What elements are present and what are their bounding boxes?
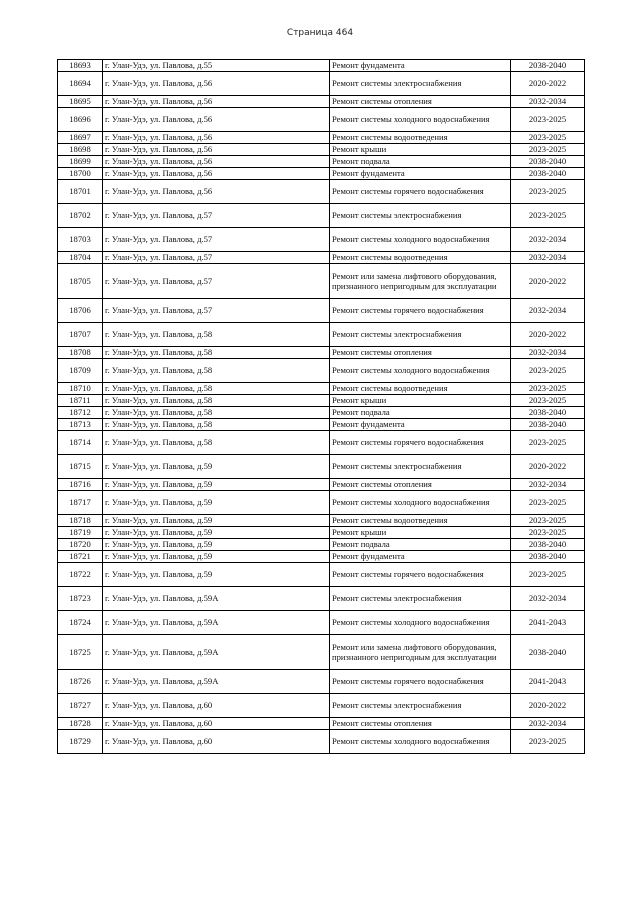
address-cell: г. Улан-Удэ, ул. Павлова, д.55 bbox=[103, 60, 330, 72]
work-type-cell: Ремонт подвала bbox=[330, 539, 511, 551]
period-cell: 2023-2025 bbox=[511, 730, 585, 754]
period-cell: 2032-2034 bbox=[511, 299, 585, 323]
work-type-cell: Ремонт фундамента bbox=[330, 60, 511, 72]
work-type-cell: Ремонт системы водоотведения bbox=[330, 383, 511, 395]
table-row bbox=[58, 730, 585, 754]
work-type-cell: Ремонт системы горячего водоснабжения bbox=[330, 563, 511, 587]
period-cell: 2032-2034 bbox=[511, 347, 585, 359]
address-cell: г. Улан-Удэ, ул. Павлова, д.59 bbox=[103, 551, 330, 563]
table-row bbox=[58, 515, 585, 527]
work-type-cell: Ремонт системы электроснабжения bbox=[330, 204, 511, 228]
period-cell: 2023-2025 bbox=[511, 491, 585, 515]
row-number-cell: 18693 bbox=[58, 60, 103, 72]
row-number-cell: 18719 bbox=[58, 527, 103, 539]
address-cell: г. Улан-Удэ, ул. Павлова, д.59 bbox=[103, 515, 330, 527]
period-cell: 2023-2025 bbox=[511, 144, 585, 156]
row-number-cell: 18694 bbox=[58, 72, 103, 96]
work-type-cell: Ремонт системы холодного водоснабжения bbox=[330, 611, 511, 635]
work-type-cell: Ремонт или замена лифтового оборудования, признанного непригодным для эксплуатации bbox=[330, 635, 511, 670]
work-type-cell: Ремонт системы водоотведения bbox=[330, 252, 511, 264]
period-cell: 2032-2034 bbox=[511, 479, 585, 491]
period-cell: 2032-2034 bbox=[511, 718, 585, 730]
address-cell: г. Улан-Удэ, ул. Павлова, д.59 bbox=[103, 455, 330, 479]
address-cell: г. Улан-Удэ, ул. Павлова, д.58 bbox=[103, 395, 330, 407]
table-row bbox=[58, 60, 585, 72]
address-cell: г. Улан-Удэ, ул. Павлова, д.60 bbox=[103, 730, 330, 754]
work-type-cell: Ремонт системы холодного водоснабжения bbox=[330, 359, 511, 383]
address-cell: г. Улан-Удэ, ул. Павлова, д.60 bbox=[103, 694, 330, 718]
period-cell: 2023-2025 bbox=[511, 431, 585, 455]
period-cell: 2023-2025 bbox=[511, 204, 585, 228]
period-cell: 2038-2040 bbox=[511, 635, 585, 670]
row-number-cell: 18717 bbox=[58, 491, 103, 515]
work-type-cell: Ремонт системы электроснабжения bbox=[330, 72, 511, 96]
period-cell: 2038-2040 bbox=[511, 168, 585, 180]
table-row bbox=[58, 204, 585, 228]
period-cell: 2023-2025 bbox=[511, 108, 585, 132]
address-cell: г. Улан-Удэ, ул. Павлова, д.58 bbox=[103, 347, 330, 359]
row-number-cell: 18721 bbox=[58, 551, 103, 563]
row-number-cell: 18700 bbox=[58, 168, 103, 180]
row-number-cell: 18696 bbox=[58, 108, 103, 132]
work-type-cell: Ремонт системы горячего водоснабжения bbox=[330, 180, 511, 204]
work-type-cell: Ремонт системы отопления bbox=[330, 347, 511, 359]
row-number-cell: 18718 bbox=[58, 515, 103, 527]
table-row bbox=[58, 383, 585, 395]
table-row bbox=[58, 144, 585, 156]
work-type-cell: Ремонт системы водоотведения bbox=[330, 132, 511, 144]
address-cell: г. Улан-Удэ, ул. Павлова, д.59 bbox=[103, 491, 330, 515]
table-row bbox=[58, 168, 585, 180]
period-cell: 2032-2034 bbox=[511, 96, 585, 108]
address-cell: г. Улан-Удэ, ул. Павлова, д.59А bbox=[103, 670, 330, 694]
address-cell: г. Улан-Удэ, ул. Павлова, д.56 bbox=[103, 168, 330, 180]
period-cell: 2020-2022 bbox=[511, 264, 585, 299]
row-number-cell: 18725 bbox=[58, 635, 103, 670]
address-cell: г. Улан-Удэ, ул. Павлова, д.57 bbox=[103, 264, 330, 299]
table-row bbox=[58, 455, 585, 479]
row-number-cell: 18707 bbox=[58, 323, 103, 347]
row-number-cell: 18695 bbox=[58, 96, 103, 108]
work-type-cell: Ремонт системы водоотведения bbox=[330, 515, 511, 527]
repair-schedule-body bbox=[58, 60, 585, 754]
address-cell: г. Улан-Удэ, ул. Павлова, д.56 bbox=[103, 180, 330, 204]
row-number-cell: 18699 bbox=[58, 156, 103, 168]
row-number-cell: 18714 bbox=[58, 431, 103, 455]
row-number-cell: 18708 bbox=[58, 347, 103, 359]
table-row bbox=[58, 611, 585, 635]
table-row bbox=[58, 264, 585, 299]
address-cell: г. Улан-Удэ, ул. Павлова, д.59А bbox=[103, 587, 330, 611]
table-row bbox=[58, 419, 585, 431]
address-cell: г. Улан-Удэ, ул. Павлова, д.59 bbox=[103, 563, 330, 587]
period-cell: 2020-2022 bbox=[511, 694, 585, 718]
table-row bbox=[58, 431, 585, 455]
table-row bbox=[58, 491, 585, 515]
period-cell: 2023-2025 bbox=[511, 383, 585, 395]
row-number-cell: 18709 bbox=[58, 359, 103, 383]
row-number-cell: 18726 bbox=[58, 670, 103, 694]
work-type-cell: Ремонт крыши bbox=[330, 144, 511, 156]
address-cell: г. Улан-Удэ, ул. Павлова, д.56 bbox=[103, 132, 330, 144]
work-type-cell: Ремонт системы электроснабжения bbox=[330, 323, 511, 347]
row-number-cell: 18705 bbox=[58, 264, 103, 299]
address-cell: г. Улан-Удэ, ул. Павлова, д.56 bbox=[103, 108, 330, 132]
repair-schedule-table bbox=[57, 59, 585, 754]
table-row bbox=[58, 359, 585, 383]
row-number-cell: 18727 bbox=[58, 694, 103, 718]
period-cell: 2023-2025 bbox=[511, 527, 585, 539]
address-cell: г. Улан-Удэ, ул. Павлова, д.56 bbox=[103, 144, 330, 156]
address-cell: г. Улан-Удэ, ул. Павлова, д.59А bbox=[103, 635, 330, 670]
row-number-cell: 18720 bbox=[58, 539, 103, 551]
period-cell: 2041-2043 bbox=[511, 611, 585, 635]
table-row bbox=[58, 407, 585, 419]
address-cell: г. Улан-Удэ, ул. Павлова, д.57 bbox=[103, 299, 330, 323]
address-cell: г. Улан-Удэ, ул. Павлова, д.59 bbox=[103, 479, 330, 491]
table-row bbox=[58, 228, 585, 252]
row-number-cell: 18701 bbox=[58, 180, 103, 204]
period-cell: 2023-2025 bbox=[511, 132, 585, 144]
address-cell: г. Улан-Удэ, ул. Павлова, д.60 bbox=[103, 718, 330, 730]
work-type-cell: Ремонт системы отопления bbox=[330, 96, 511, 108]
work-type-cell: Ремонт системы электроснабжения bbox=[330, 587, 511, 611]
address-cell: г. Улан-Удэ, ул. Павлова, д.56 bbox=[103, 156, 330, 168]
period-cell: 2038-2040 bbox=[511, 419, 585, 431]
period-cell: 2032-2034 bbox=[511, 252, 585, 264]
table-row bbox=[58, 527, 585, 539]
period-cell: 2032-2034 bbox=[511, 587, 585, 611]
address-cell: г. Улан-Удэ, ул. Павлова, д.56 bbox=[103, 96, 330, 108]
address-cell: г. Улан-Удэ, ул. Павлова, д.57 bbox=[103, 252, 330, 264]
row-number-cell: 18716 bbox=[58, 479, 103, 491]
table-row bbox=[58, 635, 585, 670]
table-row bbox=[58, 479, 585, 491]
row-number-cell: 18704 bbox=[58, 252, 103, 264]
work-type-cell: Ремонт системы отопления bbox=[330, 718, 511, 730]
table-row bbox=[58, 347, 585, 359]
row-number-cell: 18715 bbox=[58, 455, 103, 479]
table-row bbox=[58, 395, 585, 407]
work-type-cell: Ремонт системы электроснабжения bbox=[330, 455, 511, 479]
address-cell: г. Улан-Удэ, ул. Павлова, д.57 bbox=[103, 204, 330, 228]
table-row bbox=[58, 539, 585, 551]
row-number-cell: 18706 bbox=[58, 299, 103, 323]
row-number-cell: 18728 bbox=[58, 718, 103, 730]
work-type-cell: Ремонт системы холодного водоснабжения bbox=[330, 108, 511, 132]
table-row bbox=[58, 587, 585, 611]
table-row bbox=[58, 96, 585, 108]
table-row bbox=[58, 180, 585, 204]
row-number-cell: 18697 bbox=[58, 132, 103, 144]
row-number-cell: 18729 bbox=[58, 730, 103, 754]
work-type-cell: Ремонт или замена лифтового оборудования, признанного непригодным для эксплуатации bbox=[330, 264, 511, 299]
period-cell: 2038-2040 bbox=[511, 60, 585, 72]
row-number-cell: 18722 bbox=[58, 563, 103, 587]
period-cell: 2023-2025 bbox=[511, 563, 585, 587]
work-type-cell: Ремонт системы отопления bbox=[330, 479, 511, 491]
address-cell: г. Улан-Удэ, ул. Павлова, д.58 bbox=[103, 359, 330, 383]
table-row bbox=[58, 323, 585, 347]
row-number-cell: 18710 bbox=[58, 383, 103, 395]
work-type-cell: Ремонт системы горячего водоснабжения bbox=[330, 431, 511, 455]
table-row bbox=[58, 108, 585, 132]
work-type-cell: Ремонт системы холодного водоснабжения bbox=[330, 228, 511, 252]
row-number-cell: 18698 bbox=[58, 144, 103, 156]
period-cell: 2038-2040 bbox=[511, 539, 585, 551]
work-type-cell: Ремонт подвала bbox=[330, 407, 511, 419]
table-row bbox=[58, 299, 585, 323]
period-cell: 2032-2034 bbox=[511, 228, 585, 252]
work-type-cell: Ремонт крыши bbox=[330, 395, 511, 407]
work-type-cell: Ремонт фундамента bbox=[330, 419, 511, 431]
address-cell: г. Улан-Удэ, ул. Павлова, д.59 bbox=[103, 527, 330, 539]
work-type-cell: Ремонт подвала bbox=[330, 156, 511, 168]
address-cell: г. Улан-Удэ, ул. Павлова, д.58 bbox=[103, 323, 330, 347]
row-number-cell: 18702 bbox=[58, 204, 103, 228]
table-row bbox=[58, 563, 585, 587]
work-type-cell: Ремонт системы горячего водоснабжения bbox=[330, 670, 511, 694]
work-type-cell: Ремонт системы горячего водоснабжения bbox=[330, 299, 511, 323]
address-cell: г. Улан-Удэ, ул. Павлова, д.58 bbox=[103, 383, 330, 395]
period-cell: 2041-2043 bbox=[511, 670, 585, 694]
row-number-cell: 18713 bbox=[58, 419, 103, 431]
period-cell: 2020-2022 bbox=[511, 455, 585, 479]
page-number-header: Страница 464 bbox=[286, 28, 354, 38]
period-cell: 2023-2025 bbox=[511, 515, 585, 527]
period-cell: 2038-2040 bbox=[511, 551, 585, 563]
table-row bbox=[58, 156, 585, 168]
period-cell: 2038-2040 bbox=[511, 156, 585, 168]
table-row bbox=[58, 551, 585, 563]
table-row bbox=[58, 132, 585, 144]
period-cell: 2020-2022 bbox=[511, 72, 585, 96]
period-cell: 2023-2025 bbox=[511, 359, 585, 383]
work-type-cell: Ремонт фундамента bbox=[330, 551, 511, 563]
address-cell: г. Улан-Удэ, ул. Павлова, д.58 bbox=[103, 419, 330, 431]
table-row bbox=[58, 670, 585, 694]
table-row bbox=[58, 72, 585, 96]
work-type-cell: Ремонт системы электроснабжения bbox=[330, 694, 511, 718]
period-cell: 2038-2040 bbox=[511, 407, 585, 419]
address-cell: г. Улан-Удэ, ул. Павлова, д.58 bbox=[103, 407, 330, 419]
work-type-cell: Ремонт фундамента bbox=[330, 168, 511, 180]
row-number-cell: 18723 bbox=[58, 587, 103, 611]
work-type-cell: Ремонт крыши bbox=[330, 527, 511, 539]
table-row bbox=[58, 252, 585, 264]
table-row bbox=[58, 718, 585, 730]
work-type-cell: Ремонт системы холодного водоснабжения bbox=[330, 730, 511, 754]
work-type-cell: Ремонт системы холодного водоснабжения bbox=[330, 491, 511, 515]
table-row bbox=[58, 694, 585, 718]
address-cell: г. Улан-Удэ, ул. Павлова, д.56 bbox=[103, 72, 330, 96]
address-cell: г. Улан-Удэ, ул. Павлова, д.59 bbox=[103, 539, 330, 551]
row-number-cell: 18712 bbox=[58, 407, 103, 419]
row-number-cell: 18724 bbox=[58, 611, 103, 635]
address-cell: г. Улан-Удэ, ул. Павлова, д.59А bbox=[103, 611, 330, 635]
period-cell: 2023-2025 bbox=[511, 395, 585, 407]
row-number-cell: 18703 bbox=[58, 228, 103, 252]
period-cell: 2020-2022 bbox=[511, 323, 585, 347]
address-cell: г. Улан-Удэ, ул. Павлова, д.58 bbox=[103, 431, 330, 455]
address-cell: г. Улан-Удэ, ул. Павлова, д.57 bbox=[103, 228, 330, 252]
row-number-cell: 18711 bbox=[58, 395, 103, 407]
period-cell: 2023-2025 bbox=[511, 180, 585, 204]
